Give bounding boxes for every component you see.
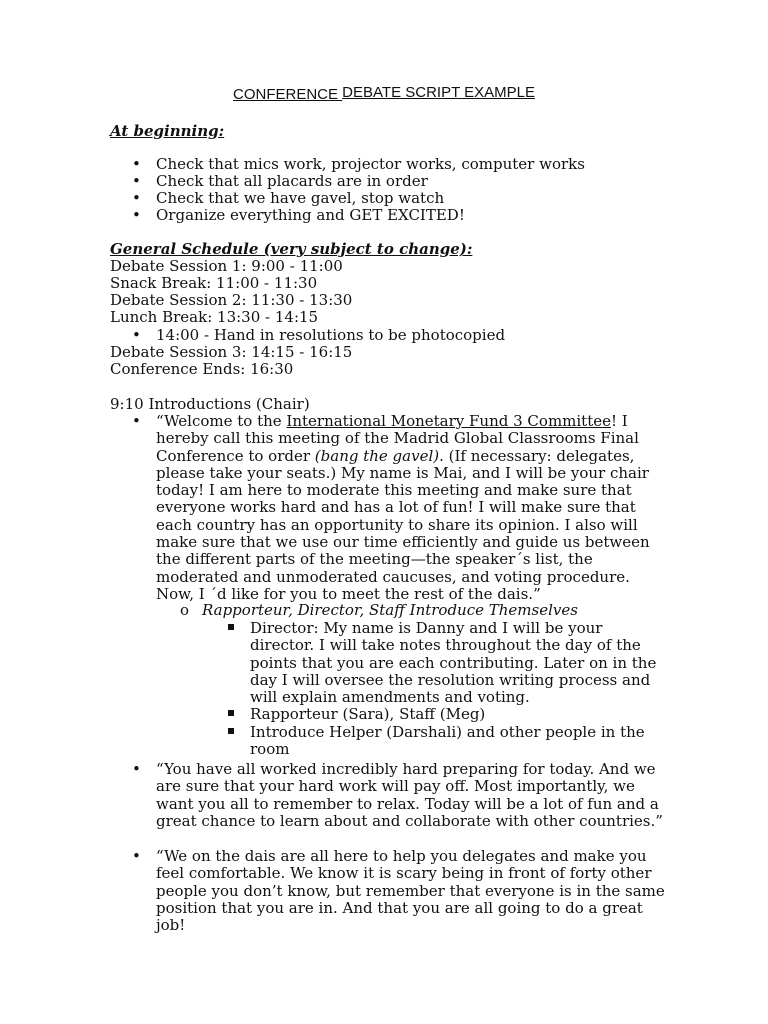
square-bullet-icon	[228, 624, 234, 630]
intro-paragraph-2: • “You have all worked incredibly hard preparing for today. And we are sure that your hard work will pay off. Most importantly, we want you all to remember to relax. Today will be a lot of fun and a great chance to learn about and collaborate with other countries.”	[132, 760, 663, 830]
schedule-heading: General Schedule (very subject to change):	[110, 240, 473, 258]
bullet-icon: •	[132, 760, 141, 778]
schedule-sub-list	[132, 327, 505, 344]
intro-paragraph-3: • “We on the dais are all here to help you delegates and make you feel comfortable. We know it is scary being in front of forty other people you don’t know, but remember that everyone is in the same position that you are in. And that you are all going to do a great job!	[132, 847, 665, 935]
bullet-icon: •	[132, 847, 141, 865]
sub-item-helper: Introduce Helper (Darshali) and other people in the room	[250, 724, 670, 759]
schedule-line: Snack Break: 11:00 - 11:30	[110, 274, 318, 292]
at-beginning-list	[132, 156, 585, 224]
square-bullet-icon	[228, 728, 234, 734]
list-item: • 14:00 - Hand in resolutions to be photocopied	[132, 327, 505, 344]
list-item: • Check that we have gavel, stop watch	[132, 190, 585, 207]
bullet-icon: •	[132, 412, 141, 430]
schedule-line: Conference Ends: 16:30	[110, 360, 294, 378]
title-part-1: CONFERENCE	[232, 86, 343, 103]
intro-heading: 9:10 Introductions (Chair)	[110, 395, 310, 413]
document-page: CONFERENCE DEBATE SCRIPT EXAMPLE At beginning: • Check that mics work, projector works, computer works • Check that all placards are in order • Check that we have gavel, stop watch • Organize everything and GET EXCITED! General Schedule (very subject to change): Debate Session 1: 9:00 - 11:00 Snack Break: 11:00 - 11:30 Debate Session 2: 11:30 - 13:30 Lunch Break: 13:30 - 14:15 • 14:00 - Hand in resolutions to be photocopied Debate Session 3: 14:15 - 16:15 Conference Ends: 16:30 9:10 Introductions (Chair) • “Welcome to the International Monetary Fund 3 Committee! I hereby call this meeting of the Madrid Global Classrooms Final Conference to order (bang the gavel). (If necessary: delegates, please take your seats.) My name is Mai, and I will be your chair today! I am here to moderate this meeting and make sure that everyone works hard and has a lot of fun! I will make sure that each country has an opportunity to share its opinion. I also will make sure that we use our time efficiently and guide us between the different parts of the meeting—the speaker´s list, the moderated and unmoderated caucuses, and voting procedure. Now, I ´d like for you to meet the rest of the dais.” o Rapporteur, Director, Staff Introduce Themselves Director: My name is Danny and I will be your director. I will take notes throughout the day of the points that you are each contributing. Later on in the day I will oversee the resolution writing process and will explain amendments and voting. Rapporteur (Sara), Staff (Meg) Introduce Helper (Darshali) and other people in the room • “You have all worked incredibly hard preparing for today. And we are sure that your hard work will pay off. Most importantly, we want you all to remember to relax. Today will be a lot of fun and a great chance to learn about and collaborate with other countries.” • “We on the dais are all here to help you delegates and make you feel comfortable. We know it is scary being in front of forty other people you don’t know, but remember that everyone is in the same position that you are in. And that you are all going to do a great job!	[0, 0, 768, 1024]
sub-item-rapporteur: Rapporteur (Sara), Staff (Meg)	[250, 706, 670, 723]
committee-name: International Monetary Fund 3 Committee	[286, 412, 611, 430]
sub-item-director: Director: My name is Danny and I will be your director. I will take notes throughout the day of the points that you are each contributing. Later on in the day I will oversee the resolution writing process and will explain amendments and voting.	[250, 620, 670, 706]
circle-bullet-icon: o	[180, 601, 190, 619]
page-title	[0, 84, 768, 101]
list-item: • Organize everything and GET EXCITED!	[132, 207, 585, 224]
schedule-line: Debate Session 2: 11:30 - 13:30	[110, 291, 353, 309]
schedule-line: Debate Session 3: 14:15 - 16:15	[110, 343, 353, 361]
intro-paragraph-1: • “Welcome to the International Monetary Fund 3 Committee! I hereby call this meeting of the Madrid Global Classrooms Final Conference to order (bang the gavel). (If necessary: delegates, please take your seats.) My name is Mai, and I will be your chair today! I am here to moderate this meeting and make sure that everyone works hard and has a lot of fun! I will make sure that each country has an opportunity to share its opinion. I also will make sure that we use our time efficiently and guide us between the different parts of the meeting—the speaker´s list, the moderated and unmoderated caucuses, and voting procedure. Now, I ´d like for you to meet the rest of the dais.”	[132, 412, 650, 603]
list-item: • Check that all placards are in order	[132, 173, 585, 190]
title-part-2: DEBATE SCRIPT EXAMPLE	[342, 84, 536, 101]
schedule-line: Debate Session 1: 9:00 - 11:00	[110, 257, 343, 275]
at-beginning-heading: At beginning:	[110, 122, 225, 140]
square-bullet-icon	[228, 710, 234, 716]
list-item: • Check that mics work, projector works, computer works	[132, 156, 585, 173]
schedule-line: Lunch Break: 13:30 - 14:15	[110, 308, 319, 326]
gavel-note: (bang the gavel).	[314, 446, 444, 465]
